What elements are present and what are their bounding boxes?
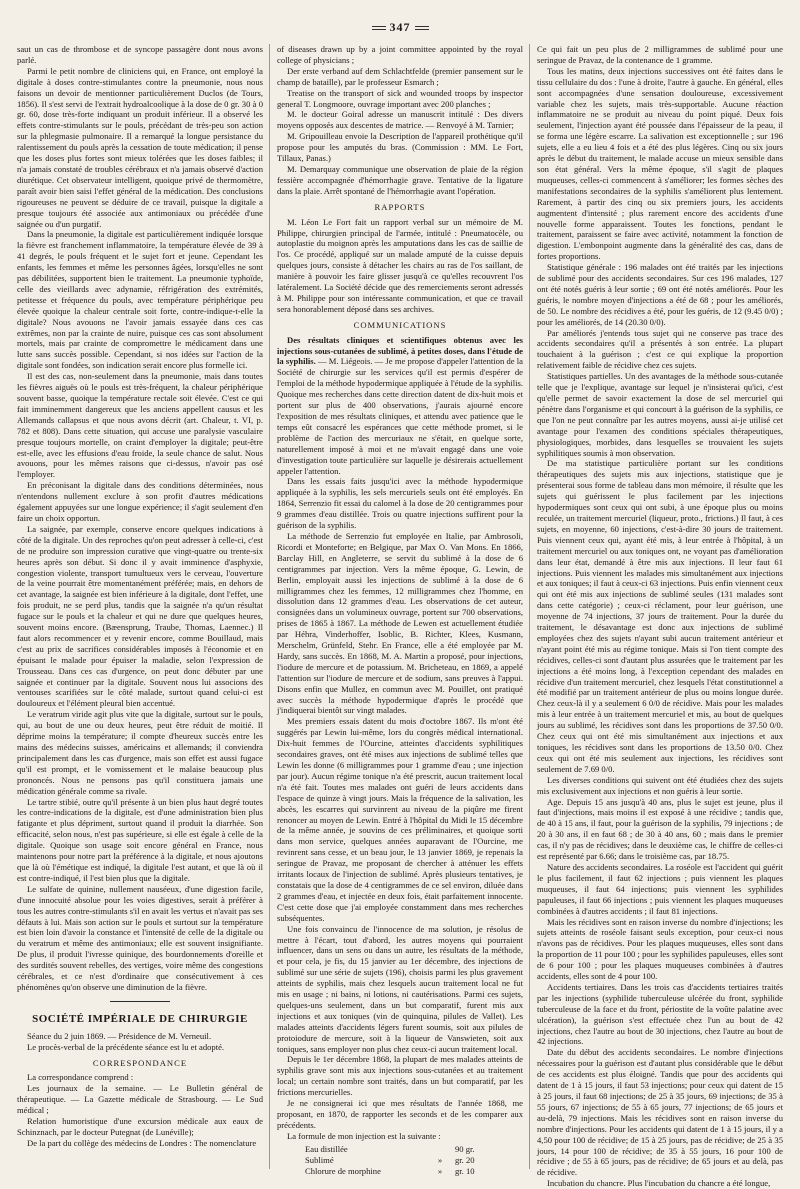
paragraph: of diseases drawn up by a joint committee appointed by the royal college of physicians ; <box>277 44 523 65</box>
formula-ditto <box>425 1144 455 1155</box>
paragraph: De la part du collège des médecins de Londres : The nomenclature <box>27 1137 257 1148</box>
paragraph: Ce qui fait un peu plus de 2 milligrammes de sublimé pour une seringue de Pravaz, de la contenance de 1 gramme. <box>537 44 783 65</box>
communications-heading: COMMUNICATIONS <box>353 319 447 330</box>
paragraph: Dans les essais faits jusqu'ici avec la méthode hypodermique appliquée à la syphilis, les sels mercuriels seuls ont été employés. En 1864, Serrenzio fit essai du calomel à la dose de 20 centigrammes pour 9 grammes d'eau distillée. Trois ou quatre injections suffirent pour la guérison de la syphilis. <box>277 476 523 531</box>
formula-quantity: gr. 10 <box>455 1165 475 1176</box>
paragraph: Le veratrum viride agit plus vite que la digitale, surtout sur le pouls, qui, au bout de une ou deux heures, peut être réduit de moitié. Il déprime moins la température; il compte d'heureux succès entre les mains des médecins suisses, américains et allemands; il conviendra principalement dans les cas d'urgence, mais son effet est aussi fugace qu'il est prompt, et le vomissement et le malaise beaucoup plus prononcés. Nous ne pensons pas qu'il constituera jamais une médication générale comme sa rivale. <box>17 709 263 796</box>
communication-title: Des résultats cliniques et scientifiques obtenus avec les injections sous-cutanées de sublimé, à petites doses, dans l'étude de la syphilis. <box>277 334 523 367</box>
formula-row <box>277 1155 523 1166</box>
paragraph: Les diverses conditions qui suivent ont été étudiées chez des sujets mis exclusivement aux injections et non guéris à leur sortie. <box>537 774 783 796</box>
paragraph: Parmi le petit nombre de cliniciens qui, en France, ont employé la digitale à doses contre-stimulantes contre la pneumonie, nous nous faisons un devoir de mentionner particulièrement Duclos (de Tours, 1856). Il s'est servi de l'extrait hydroalcoolique à la dose de 0 gr. 30 à 0 gr. 60, dose très-forte indiquant un produit inférieur. Il a observé les effets contre-stimulants sur le pouls, précédant de très-peu son action sur la phlegmasie pulmonaire. Il a remarqué la longue persistance du ralentissement du pouls après la cessation de toute médication; il pense que les doses plus fortes sont mieux tolérées que les doses faibles; il n'a jamais constaté de troubles cérébraux et n'a jamais observé d'action diurétique. Cet observateur intelligent, quoique privé de thermomètre, paraît avoir bien saisi l'effet général de la médication. Des conclusions rigoureuses ne peuvent se déduire de ce travail, puisque la digitale a presque toujours été associée aux antimoniaux ou précédée d'une saignée ou d'un purgatif. <box>17 65 263 229</box>
paragraph: La formule de mon injection est la suivante : <box>287 1130 441 1141</box>
paragraph: M. Léon Le Fort fait un rapport verbal sur un mémoire de M. Philippe, chirurgien principal de l'armée, intitulé : Pneumatocèle, ou autoplastie du moignon après les amputations dans les cas de saillie de l'os. Ce procédé, appliqué sur un malade amputé de la cuisse depuis quelques jours, consiste à détacher les chairs au ras de l'os saillant, de manière à pouvoir les faire glisser jusqu'à ce qu'elles recouvrent l'os latéralement. La Société décide que des remerciements seront adressés à M. Philippe pour son intéressante communication, et que ce travail sera honorablement déposé dans ses archives. <box>277 216 523 314</box>
paragraph: Incubation du chancre. Plus l'incubation du chancre a été longue, <box>547 1178 771 1189</box>
formula-ingredient: Eau distillée <box>305 1143 348 1154</box>
paragraph: Depuis le 1er décembre 1868, la plupart de mes malades atteints de syphilis grave sont mis aux injections sous-cutanées et au traitement local; un certain nombre sont traités, dans un but comparatif, par les frictions mercurielles. <box>277 1054 523 1098</box>
header-ornament-right <box>415 26 429 30</box>
paragraph: Age. Depuis 15 ans jusqu'à 40 ans, plus le sujet est jeune, plus il faut d'injections, mais moins il est exposé à une récidive ; tandis que, de 40 à 15 ans, il faut, pour la guérison de la syphilis, 79 injections ; de 20 à 30 ans, il en faut 68 ; de 30 à 40 ans, 60 ; mais dans le premier cas, il n'y pas de récidives; dans le deuxième cas, le chiffre de celles-ci est représenté par 6.66; dans le troisième cas, par 18.75. <box>537 796 783 862</box>
society-title: SOCIÉTÉ IMPÉRIALE DE CHIRURGIE <box>32 1012 248 1025</box>
formula-ingredient: Sublimé <box>305 1154 334 1165</box>
paragraph: La méthode de Serrenzio fut employée en Italie, par Ambrosoli, Ricordi et Monteforte; en Belgique, par Max O. Van Mons. En 1866, Barclay Hill, en Angleterre, se servit du sublimé à la dose de 6 centigrammes par injection. Vers la même époque, G. Lewin, de Berlin, employait aussi les injections de sublimé à la dose de 6 milligrammes chez les femmes, 12 milligrammes chez l'homme, en dissolution dans 12 grammes d'eau. Les observations de cet auteur, consignées dans un volumineux ouvrage, portent sur 700 observations, prises de 1865 à 1867. La méthode de Lewen est actuellement étudiée par Héhra, Vinderhoffer, Isoblic, B. Richter, Klees, Kusmann, Merschelm, Grünfeld, Stehr. En France, elle a été employée par M. Hardy, sans succès. En 1868, M. A. Martin a proposé, pour injections, l'iodure de mercure et de potassium. M. Bricheteau, en 1869, a appelé l'attention sur l'iodure de mercure et de sodium, sans preuves à l'appui. Disons enfin que Mullez, en commun avec M. Pouillet, ont pratiqué avec succès la méthode hypodermique d'après le procédé que j'indiquerai bientôt sur vingt malades. <box>277 530 523 716</box>
correspondence-heading: CORRESPONDANCE <box>92 1057 188 1068</box>
formula-row <box>277 1144 523 1155</box>
communication-text: — M. Liégeois. — Je me propose d'appeler l'attention de la Société de chirurgie sur les services qu'il est permis d'espérer de l'emploi de la méthode hypodermique appliquée à l'étude de la syphilis. Quoique mes recherches dans cette direction datent de dix-huit mois et portent sur plus de 400 observations, j'aurais ajourné encore l'exposition de mes résultats cliniques, et attendu avec patience que le temps eût consacré les espérances que cette méthode promet, si le problème de l'action des mercuriaux ne s'était, en quelque sorte, naturellement imposé à moi et ne m'avait engagé dans une voie d'investigation toute particulière sur laquelle je désirerais actuellement appeler l'attention. <box>277 356 523 476</box>
paragraph: Dans la pneumonie, la digitale est particulièrement indiquée lorsque la fièvre est franchement inflammatoire, la température élevée de 39 à 41 degrés, le pouls fréquent et le sujet fort et jeune. Cependant les enfants, les femmes et même les personnes âgées, lorsqu'elles ne sont pas débilitées, supportent bien le traitement. La pneumonie typhoïde, celle des vieillards avec adynamie, réfrigération des extrémités, petitesse et fréquence du pouls, avec température périphérique peu élevée quoique la chaleur centrale soit forte, contre-indique-t-elle la digitale? Nous avouons ne l'avoir jamais essayée dans ces cas extrêmes, non par la crainte de nuire, puisque ces cas sont absolument mortels, mais par crainte de compromettre le médicament dans une lutte sans succès possible. Cependant, si nos idées sur l'action de la digitale sont fondées, son indication serait encore plus formelle ici. <box>17 229 263 371</box>
paragraph: Une fois convaincu de l'innocence de ma solution, je résolus de mettre à l'écart, tout d'abord, les autres moyens qui pourraient influencer, dans un sens ou dans un autre, les résultats de la méthode, et pour cela, je fis, du 15 janvier au 1er décembre, des injections de sublimé sur une série de sujets (196), choisis parmi les plus gravement atteints de syphilis, mais chez lesquels aucun traitement local ne fut mis en usage ; ni bains, ni lotions, ni cautérisations. Parmi ces sujets, quelques-uns seulement, dans un but comparatif, furent mis aux injections et aux toniques (vin de quinquina, pilules de Vallet). Les malades atteints d'accidents légers furent soumis, soit aux pilules de protoiodure de mercure, soit à la liqueur de Vanswieten, soit aux toniques, sans employer non plus chez ceux-ci aucun traitement local. <box>277 923 523 1054</box>
paragraph: Statistique générale : 196 malades ont été traités par les injections de sublimé pour des accidents secondaires. Sur ces 196 malades, 127 ont été notés guéris à leur sortie ; 69 ont été notés améliorés. Pour les guéris, le nombre moyen d'injections a été de 68 ; pour les améliorés, de 50. Le nombre des récidives a été, pour les guéris, de 12 (9.45 0/0) ; pour les améliorés, de 14 (20.30 0/0). <box>537 262 783 327</box>
paragraph: M. Gripouilleau envoie la Description de l'appareil prothétique qu'il propose pour les amputés du bras. (Commission : MM. Le Fort, Tillaux, Panas.) <box>277 131 523 164</box>
page-header <box>0 20 800 38</box>
paragraph: Mais les récidives sont en raison inverse du nombre d'injections; les sujets atteints de roséole faisant seuls exception, pour ceux-ci nous n'avons pas de récidives. Pour les plaques muqueuses, elles sont dans la proportion de 11 pour 100 ; pour les syphilides papuleuses, elles sont de 6 pour 100 ; pour les plaques muqueuses combinées à d'autres accidents, elles sont de 4 pour 100. <box>537 916 783 982</box>
formula-ingredient: Chlorure de morphine <box>305 1165 381 1176</box>
formula-ditto: » <box>437 1165 443 1176</box>
paragraph: Relation humoristique d'une excursion médicale aux eaux de Schinznach, par le docteur Putegnat (de Lunéville); <box>17 1116 263 1137</box>
page-number: 347 <box>389 20 411 34</box>
paragraph: Tous les matins, deux injections successives ont été faites dans le tissu cellulaire du dos : l'une à droite, l'autre à gauche. En général, elles sont accompagnées d'une sensation douloureuse, excessivement variable chez les sujets, mais très-supportable. Aucune réaction inflammatoire ne se produit au niveau du point piqué. Deux fois seulement, l'injection ayant été poussée dans l'épaisseur de la peau, il se forma une légère escarre. La salivation est exceptionnelle ; sur 196 sujets, elle a eu lieu 4 fois et a été des plus légères. Cinq ou six jours après le début du traitement, le malade accuse un mieux sensible dans son état général. Vers la même époque, s'il s'agit de plaques muqueuses, celles-ci commencent à s'améliorer; les formes sèches des manifestations secondaires de la syphilis s'améliorent plus lentement. Rarement, à partir des cinq ou six premiers jours, les accidents augmentent d'intensité ; plus rarement encore des accidents d'une nouvelle forme apparaissent. Toutes les fonctions, pendant le traitement, paraissent se faire avec activité, notamment la fonction de digestion. L'embonpoint augmente dans la généralité des cas, dans de fortes proportions. <box>537 65 783 262</box>
paragraph: Par améliorés j'entends tous sujet qui ne conserve pas trace des accidents secondaires qu'il a présentés à son entrée. La plupart touchaient à la guérison ; c'est ce qui explique la proportion relativement faible de récidive chez ces sujets. <box>537 327 783 371</box>
column-middle <box>277 44 523 1174</box>
paragraph: Le sulfate de quinine, nullement nauséeux, d'une digestion facile, d'une innocuité absolue pour les voies digestives, serait à préférer à tous les autres contre-stimulants s'il en avait les vertus et n'avait pas ses défauts à lui. Mais son action sur le pouls et surtout sur la température est bien loin d'avoir la constance et l'intensité de celle de la digitale ou du veratrum et même des antimoniaux; elle est souvent insignifiante. De plus, il produit l'ivresse quinique, des bourdonnements d'oreille et des surdités souvent rebelles, des vertiges, voire même des congestions cérébrales, et ce n'est d'ordinaire que consécutivement à ces phénomènes qu'on observe une diminution de la fièvre. <box>17 883 263 992</box>
column-left <box>17 44 263 1174</box>
paragraph: En préconisant la digitale dans des conditions déterminées, nous n'entendons nullement exclure à son profit d'autres médications également appuyées sur une longue expérience; il s'agit seulement d'en faire un choix opportun. <box>17 480 263 523</box>
header-ornament-left <box>372 26 386 30</box>
communication-lead <box>277 335 523 477</box>
minutes-line: Le procès-verbal de la précédente séance est lu et adopté. <box>27 1041 225 1052</box>
paragraph: De ma statistique particulière portant sur les conditions thérapeutiques des sujets mis aux injections, statistique que je présenterai sous forme de tableau dans mon mémoire, il résulte que les sujets qui guérissent le plus facilement par les injections hypodermiques sont ceux qui ont subi, à une époque plus ou moins reculée, un traitement mercuriel (liqueur, proto., frictions.) Il faut, à ces sujets, en moyenne, 60 injections, c'est-à-dire 30 jours de traitement. Puis viennent ceux qui, ayant été mis, à leur entrée à l'hôpital, à un traitement mercuriel ou aux toniques ont, ne voyant pas d'amélioration dans leur état, demandé à être mis aux injections. Il leur faut 61 injections. Puis viennent les malades mis simultanément aux injections et aux toniques; il faut à ceux-ci 63 injections. Puis enfin viennent ceux qui ont été mis aux injections de sublimé seules (131 malades sont dans cette catégorie) ; ceux-ci réclament, pour leur guérison, une moyenne de 74 injections, 37 jours de traitement. Pour la durée du traitement, le désavantage est donc aux injections de sublimé employées chez des sujets n'ayant subi aucun traitement antérieur et n'ayant point été mis au régime tonique. Mais si l'on tient compte des récidives, celles-ci sont d'autant plus assurées que le traitement par les injections a été moins long, à l'exception cependant des malades en récidive d'un traitement mercuriel, chez lesquels l'état constitutionnel a été modifié par un traitement antérieur de plus ou moins longue durée. Chez ceux-là il y a seulement 6 0/0 de récidive. Mais pour les malades mis à leur entrée à un traitement mercuriel et mis, au bout de quelques jours au sublimé, les récidives sont dans les proportions de 37.50 0/0. Chez ceux qui ont été mis simultanément aux injections et aux toniques, les récidives sont dans les proportions de 13.50 0/0. Chez ceux qui ont été mis seulement aux injections, les récidives sont seulement de 7.69 0/0. <box>537 458 783 774</box>
paragraph: M. Demarquay communique une observation de plaie de la région fessière accompagnée d'hémorrhagie grave. Tentative de la ligature dans la plaie. Arrêt spontané de l'hémorrhagie avant l'opération. <box>277 163 523 196</box>
paragraph: Treatise on the transport of sick and wounded troops by inspector general T. Longmoore, ouvrage important avec 200 planches ; <box>277 87 523 109</box>
formula-row <box>277 1166 523 1177</box>
column-divider <box>269 44 270 1169</box>
session-line: Séance du 2 juin 1869. — Présidence de M. Verneuil. <box>27 1030 212 1041</box>
paragraph: Mes premiers essais datent du mois d'octobre 1867. Ils m'ont été suggérés par Lewin lui-même, lors du congrès médical international. Dix-huit femmes de l'Ourcine, atteintes d'accidents syphilitiques secondaires graves, ont été mises aux injections de sublimé telles que Lewin les donne (6 milligrammes pour 1 gramme d'eau ; une injection par jour). Aucun régime tonique n'a été prescrit, aucun traitement local n'a été fait. Toutes mes malades ont guéri de leurs accidents dans l'espace de quinze à vingt jours. Mais la fréquence de la salivation, les abcès, les escarres qui survinrent au niveau de la piqûre me firent renoncer au moyen de Lewin. Entré à l'hôpital du Midi le 15 décembre de la même année, je souvins de ces préliminaires, et quoique sorti dans mon service, quelques années auparavant de l'Ourcine, me revinrent sans cesse, et un beau jour, le 13 janvier 1869, je repenais la seringue de Pravaz, me proposant de chercher à atténuer les effets irritants locaux de l'injection de sublimé. Après plusieurs tentatives, je constatais que la dose de 4 centigrammes de ce sel environ, diluée dans 2 grammes d'eau, et injectée en deux fois, était parfaitement innocente. C'est cette dose que j'ai employée constamment dans mes recherches subséquentes. <box>277 716 523 923</box>
column-right <box>537 44 783 1189</box>
paragraph: Le tartre stibié, outre qu'il présente à un bien plus haut degré toutes les contre-indications de la digitale, est d'une administration bien plus fatigante et plus dépriment, surtout quand il produit la diarrhée. Son efficacité, selon nous, n'est pas supérieure, si elle est égale à celle de la digitale. Quoique son usage soit encore général en France, nous maintenons pour notre part la préférence à la digitale, et nous ajoutons que là où l'émétique est indiqué, la digitale l'est autant, et que là où il est contre-indiqué, il l'est bien plus que la digitale. <box>17 796 263 883</box>
formula-ditto: » <box>437 1154 443 1165</box>
paragraph: Statistiques partielles. Un des avantages de la méthode sous-cutanée telle que je l'explique, avantage sur lequel je n'insisterai qu'ici, c'est qu'elle permet de savoir exactement la dose de sel mercuriel qui pénètre dans l'organisme et qui concourt à la guérison de la syphilis, ce que l'on ne peut connaître par les autres moyens, aussi ai-je utilisé cet avantage pour l'examen des conditions spéciales thérapeutiques, physiologiques, morbides, dans lesquelles se trouvaient les sujets syphilitiques soumis à mon observation. <box>537 371 783 458</box>
paragraph: La correspondance comprend : <box>27 1072 134 1083</box>
formula-quantity: gr. 20 <box>455 1154 475 1165</box>
section-rule <box>110 1001 170 1002</box>
paragraph: saut un cas de thrombose et de syncope passagère dont nous avons parlé. <box>17 44 263 65</box>
paragraph: Je ne consignerai ici que mes résultats de l'année 1868, me proposant, en 1870, de rapporter les seconds et de les comparer aux précédents. <box>277 1098 523 1130</box>
paragraph: Accidents tertiaires. Dans les trois cas d'accidents tertiaires traités par les injections (syphilide tuberculeuse ulcérée du front, syphilide tuberculeuse de la face et du front, périostite de la voûte palatine avec ulcération), la guérison s'est effectuée chez l'un au bout de 42 injections, chez l'autre au bout de 30 injections, chez l'autre au bout de 42 injections. <box>537 981 783 1047</box>
column-divider <box>529 44 530 1169</box>
paragraph: Date du début des accidents secondaires. Le nombre d'injections nécessaires pour la guérison est d'autant plus considérable que le début de ces accidents est plus éloigné. Tandis que pour des accidents qui datent de 1 à 15 jours, il faut 53 injections; pour ceux qui datent de 15 à 25 jours, il faut 68 injections; de 25 à 35 jours, 69 injections; de 35 à 55 jours, 67 injections; de 55 à 65 jours, 77 injections; de 65 jours et au-delà, 79 injections. Mais les récidives sont en raison inverse du nombre d'injections. Pour les accidents qui datent de 1 à 15 jours, il y a 4,50 pour 100 de récidive; de 15 à 25 jours, pas de récidive; de 25 à 35 jours, 14 pour 100 de récidive; de 35 à 55 jours, 16 pour 100 de récidive ; de 55 à 65 jours, pas de récidive; de 65 jours et au delà, pas de récidive. <box>537 1047 783 1178</box>
injection-formula <box>277 1144 523 1177</box>
paragraph: Nature des accidents secondaires. La roséole est l'accident qui guérit le plus facilement, il faut 62 injections ; puis viennent les plaques muqueuses, il faut 64 injections; puis viennent les syphilides papuleuses, il faut 66 injections ; puis viennent les plaques muqueuses combinées à d'autres accidents ; il faut 81 injections. <box>537 861 783 916</box>
paragraph: Il est des cas, non-seulement dans la pneumonie, mais dans toutes les fièvres aiguës où le pouls est très-fréquent, la chaleur périphérique souvent basse, quoique la température rectale soit élevée. C'est ce qui fait imminemment dangereux que les anciens appellent causus et les Allemands callapsus et que nous avons décrit (art. Chaleur, t. VI, p. 782 et 808). Dans cette situation, qui accuse une paralysie vasculaire presque toujours mortelle, on craint d'employer la digitale; peut-être est-elle, avec les effusions d'eau froide, la seule chance de salut. Nous avouons, pour les mêmes raisons que ci-dessus, n'avoir pas osé l'employer. <box>17 371 263 480</box>
paragraph: M. le docteur Goiral adresse un manuscrit intitulé : Des divers moyens opposés aux descentes de matrice. — Renvoyé à M. Tarnier; <box>277 109 523 131</box>
paragraph: Les journaux de la semaine. — Le Bulletin général de thérapeutique. — La Gazette médicale de Strasbourg. — Le Sud médical ; <box>17 1083 263 1116</box>
formula-quantity: 90 gr. <box>455 1143 475 1154</box>
reports-heading: RAPPORTS <box>374 201 426 212</box>
paragraph: La saignée, par exemple, conserve encore quelques indications à côté de la digitale. Un des reproches qu'on peut adresser à celle-ci, c'est de ne produire son impression curative que vingt-quatre ou trente-six heures après son début. Si donc il y avait imminence d'asphyxie, congestion violente, transport tumultueux vers le cerveau, l'ouverture de la veine pourrait être momentanément préférée; mais, en dehors de cet avantage, la saignée est bien inférieure à la digitale, dont l'effet, une fois produit, ne se perd plus, tandis que la saignée n'a qu'un résultat fugace sur le pouls et la chaleur et qui ne dure que quelques heures, souvent moins encore. (Bæensprung, Traube, Thomas, Laennec.) Il faut alors recommencer et y revenir encore, comme Bouillaud, mais c'est au prix de sacrifices considérables imposés à l'économie et en épuisant le malade pour épuiser la maladie, selon l'expression de Trousseau. Dans ces cas d'urgence, on peut donc débuter par une saignée et continuer par la digitale. Souvent nous lui associons des ventouses scarifiées sur le côté malade, surtout quand celui-ci est douloureux et l'élément pleural bien accentué. <box>17 523 263 709</box>
paragraph: Der erste verband auf dem Schlachtfelde (premier pansement sur le champ de bataille), par le professeur Esmarch ; <box>277 65 523 87</box>
